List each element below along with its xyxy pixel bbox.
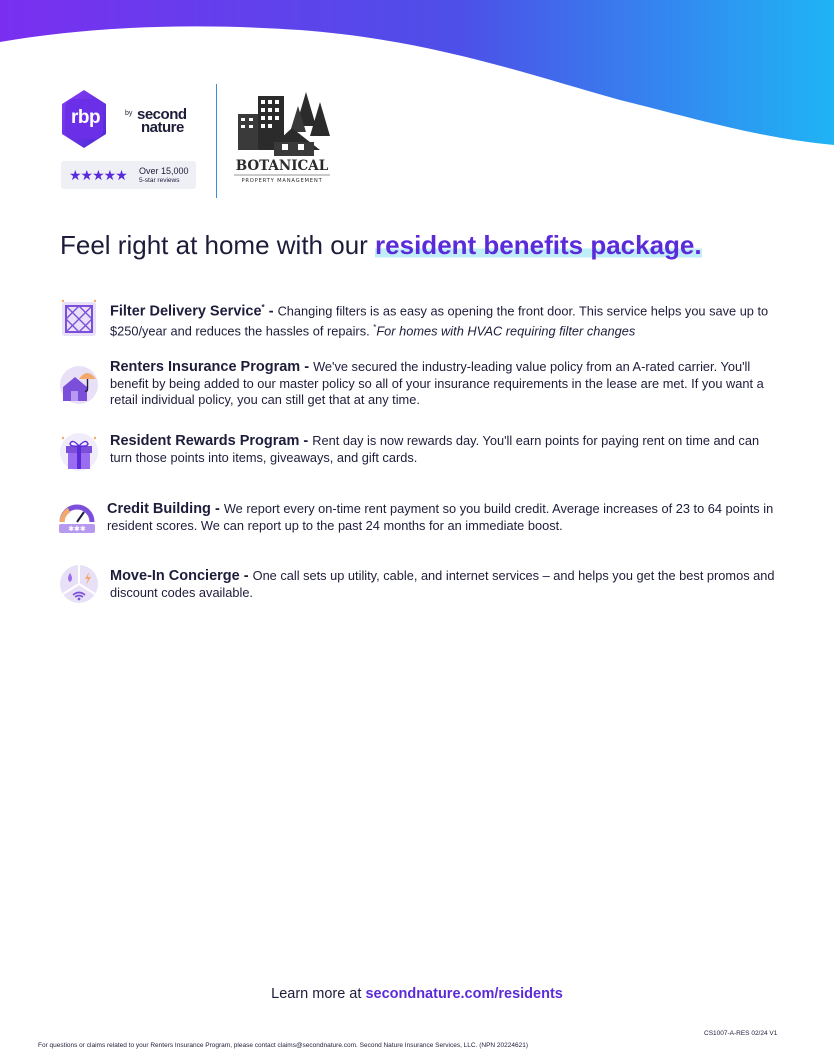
benefit-description: Rent day is now rewards day. You'll earn points for paying rent on time and can turn those points into items, giveaways, and gift cards. xyxy=(110,433,760,465)
gift-icon xyxy=(59,432,99,472)
reviews-label: 5-star reviews xyxy=(139,177,180,184)
note-asterisk: * xyxy=(373,323,377,333)
credit-gauge-icon xyxy=(57,500,97,540)
residents-link[interactable]: secondnature.com/residents xyxy=(365,986,563,1002)
footer-disclaimer: For questions or claims related to your Renters Insurance Program, please contact claims@secondnature.com. Second Nature Insurance Services, LLC. (NPN 20224621) xyxy=(38,1042,529,1049)
star-rating-icon: ★★★★★ xyxy=(69,167,127,183)
reviews-count: Over 15,000 xyxy=(139,166,189,176)
botanical-logo xyxy=(228,86,336,186)
benefit-dash: - xyxy=(210,501,224,517)
benefit-dash: - xyxy=(299,433,313,449)
house-umbrella-icon xyxy=(59,365,99,405)
brand-line-1: second xyxy=(137,106,187,123)
benefit-note: For homes with HVAC requiring filter changes xyxy=(376,323,636,339)
benefit-title: Move-In Concierge xyxy=(110,568,240,584)
benefit-description: Changing filters is as easy as opening the front door. This service helps you save up to $250/year and reduces the hassles of repairs. xyxy=(110,303,769,339)
filter-icon xyxy=(59,299,99,339)
benefit-title: Filter Delivery Service xyxy=(110,303,262,320)
benefit-dash: - xyxy=(300,359,314,375)
page-headline xyxy=(60,230,702,261)
rbp-logo-text: rbp xyxy=(71,107,101,128)
svg-text:✱✱✱: ✱✱✱ xyxy=(68,525,86,533)
document-code: CS1007-A-RES 02/24 V1 xyxy=(704,1030,778,1037)
utilities-icon xyxy=(59,564,99,604)
benefit-title: Credit Building xyxy=(107,501,211,517)
by-label: by xyxy=(125,110,133,117)
headline-prefix: Feel right at home with our xyxy=(60,230,376,260)
reviews-badge xyxy=(61,161,196,189)
title-asterisk: * xyxy=(261,303,265,312)
benefit-description: We've secured the industry-leading value policy from an A-rated carrier. You'll benefit by being added to our master policy so all of your insurance requirements in the lease are met. If you want a retail individual policy, you can still get that at any time. xyxy=(110,359,764,407)
botanical-name: BOTANICAL xyxy=(235,158,329,174)
benefit-description: One call sets up utility, cable, and internet services – and helps you get the best promos and discount codes available. xyxy=(110,568,775,600)
botanical-subtitle: PROPERTY MANAGEMENT xyxy=(241,178,323,184)
learn-more-prefix: Learn more at xyxy=(271,986,366,1002)
headline-highlight: resident benefits package. xyxy=(375,230,702,260)
logo-divider xyxy=(216,84,217,198)
benefit-dash: - xyxy=(239,568,253,584)
reviews-text xyxy=(139,167,189,185)
benefit-title: Renters Insurance Program xyxy=(110,359,301,375)
header-wave xyxy=(0,0,834,150)
learn-more xyxy=(0,986,834,1002)
benefit-description: We report every on-time rent payment so you build credit. Average increases of 23 to 64 points in resident scores. We can report up to the past 24 months for an immediate boost. xyxy=(107,501,774,533)
benefit-dash: - xyxy=(264,303,278,320)
brand-line-2: nature xyxy=(141,119,184,136)
benefit-title: Resident Rewards Program xyxy=(110,433,300,449)
